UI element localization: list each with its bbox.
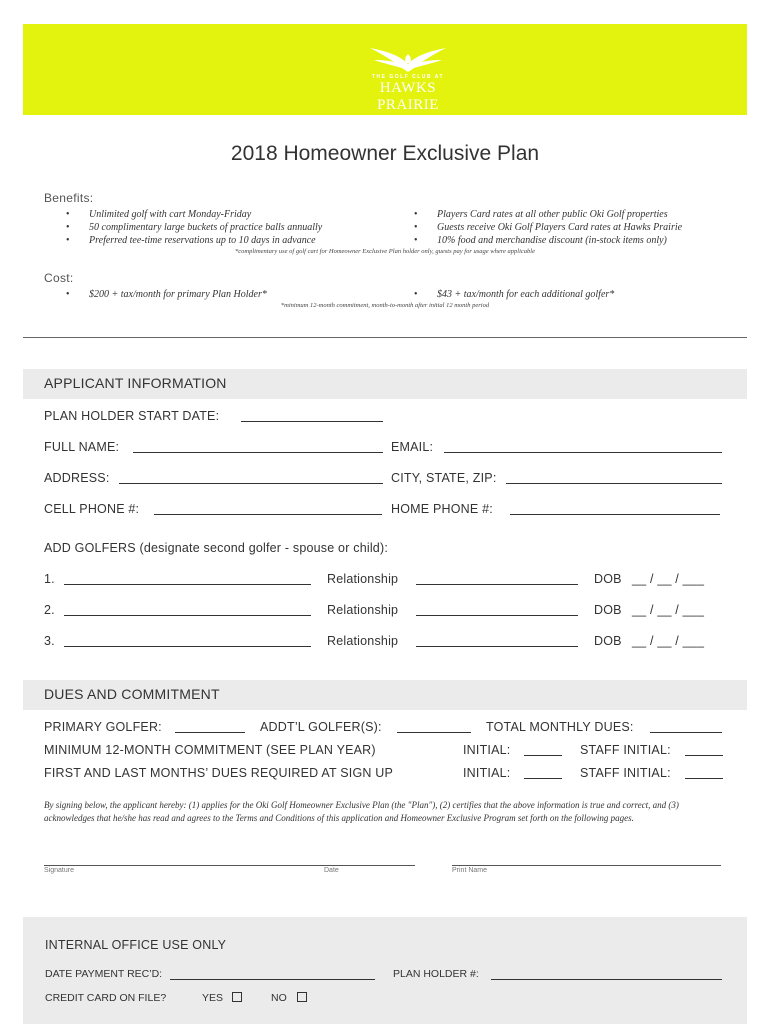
office-heading: INTERNAL OFFICE USE ONLY [45, 938, 227, 952]
golfer-1-dob-field[interactable]: __ / __ / ___ [632, 572, 705, 586]
golfer-3-relationship-field[interactable] [416, 646, 578, 647]
city-state-zip-label: CITY, STATE, ZIP: [391, 471, 497, 485]
city-state-zip-field[interactable] [506, 483, 722, 484]
date-payment-label: DATE PAYMENT REC’D: [45, 968, 163, 980]
plan-holder-label: PLAN HOLDER #: [393, 968, 479, 980]
golfer-1-number: 1. [44, 572, 55, 586]
addtl-golfer-field[interactable] [397, 732, 471, 733]
email-label: EMAIL: [391, 440, 434, 454]
primary-golfer-field[interactable] [175, 732, 245, 733]
list-item: • Unlimited golf with cart Monday-Friday [66, 208, 322, 221]
no-label: NO [271, 992, 287, 1004]
benefits-note: *complimentary use of golf cart for Homeowner Exclusive Plan holder only, guests pay for usage where applicable [235, 248, 535, 255]
initial-label-2: INITIAL: [463, 766, 511, 780]
golfer-3-dob-field[interactable]: __ / __ / ___ [632, 634, 705, 648]
golfer-3-dob-label: DOB [594, 634, 622, 648]
list-item: • Guests receive Oki Golf Players Card rates at Hawks Prairie [414, 221, 682, 234]
hawks-prairie-logo [356, 38, 460, 113]
benefits-list-right [414, 208, 682, 247]
address-field[interactable] [119, 483, 383, 484]
first-last-dues-label: FIRST AND LAST MONTHS’ DUES REQUIRED AT SIGN UP [44, 766, 394, 780]
date-payment-field[interactable] [170, 979, 375, 980]
benefits-label: Benefits: [44, 191, 94, 205]
golfer-1-relationship-field[interactable] [416, 584, 578, 585]
list-item: • $43 + tax/month for each additional golfer* [414, 288, 614, 301]
dues-heading: DUES AND COMMITMENT [44, 686, 220, 702]
cost-note: *minimum 12-month commitment, month-to-month after initial 12 month period [280, 302, 490, 309]
benefits-list-left [66, 208, 322, 247]
golfer-2-name-field[interactable] [64, 615, 311, 616]
staff-initial-field-2[interactable] [685, 778, 723, 779]
credit-card-label: CREDIT CARD ON FILE? [45, 992, 167, 1004]
total-dues-label: TOTAL MONTHLY DUES: [486, 720, 634, 734]
staff-initial-label-1: STAFF INITIAL: [580, 743, 671, 757]
list-item: • Preferred tee-time reservations up to 10 days in advance [66, 234, 322, 247]
golfer-2-dob-label: DOB [594, 603, 622, 617]
print-name-field[interactable] [452, 865, 721, 866]
internal-office-section [23, 917, 747, 1024]
initial-field-1[interactable] [524, 755, 562, 756]
add-golfers-label: ADD GOLFERS (designate second golfer - spouse or child): [44, 541, 388, 555]
home-phone-field[interactable] [510, 514, 720, 515]
golfer-2-relationship-field[interactable] [416, 615, 578, 616]
cost-list-right [414, 288, 614, 301]
list-item: • 50 complimentary large buckets of practice balls annually [66, 221, 322, 234]
addtl-golfer-label: ADDT’L GOLFER(S): [260, 720, 382, 734]
plan-holder-field[interactable] [491, 979, 722, 980]
email-field[interactable] [444, 452, 722, 453]
applicant-heading: APPLICANT INFORMATION [44, 375, 227, 391]
yes-checkbox[interactable] [232, 992, 242, 1002]
golfer-1-name-field[interactable] [64, 584, 311, 585]
no-checkbox[interactable] [297, 992, 307, 1002]
list-item: • Players Card rates at all other public Oki Golf properties [414, 208, 682, 221]
applicant-section-header [23, 369, 747, 399]
list-item: • 10% food and merchandise discount (in-stock items only) [414, 234, 682, 247]
logo-small-text: THE GOLF CLUB AT [371, 74, 445, 80]
staff-initial-label-2: STAFF INITIAL: [580, 766, 671, 780]
signature-label: Signature [44, 867, 74, 874]
dues-section-header [23, 680, 747, 710]
list-item: • $200 + tax/month for primary Plan Holder* [66, 288, 267, 301]
cost-list-left [66, 288, 267, 301]
signature-date-field[interactable] [44, 865, 415, 866]
address-label: ADDRESS: [44, 471, 110, 485]
hawk-icon [356, 38, 460, 74]
yes-label: YES [202, 992, 224, 1004]
logo-big-text: HAWKS PRAIRIE [377, 80, 439, 113]
staff-initial-field-1[interactable] [685, 755, 723, 756]
page-title: 2018 Homeowner Exclusive Plan [230, 142, 540, 165]
full-name-label: FULL NAME: [44, 440, 120, 454]
primary-golfer-label: PRIMARY GOLFER: [44, 720, 162, 734]
golfer-3-relationship-label: Relationship [327, 634, 399, 648]
home-phone-label: HOME PHONE #: [391, 502, 493, 516]
legal-agreement-text: By signing below, the applicant hereby: (1) applies for the Oki Golf Homeowner Exclusive Plan (the "Plan"), (2) certifies that the above information is true and correct, and (3) acknowledges that he/she has read and agrees to the Terms and Conditions of this application and Homeowner Exclusive Program set forth on the following pages. [44, 800, 679, 823]
golfer-1-relationship-label: Relationship [327, 572, 399, 586]
initial-label-1: INITIAL: [463, 743, 511, 757]
total-dues-field[interactable] [650, 732, 722, 733]
cost-label: Cost: [44, 271, 74, 285]
golfer-2-relationship-label: Relationship [327, 603, 399, 617]
golfer-1-dob-label: DOB [594, 572, 622, 586]
date-label: Date [324, 867, 339, 874]
start-date-field[interactable] [241, 421, 383, 422]
start-date-label: PLAN HOLDER START DATE: [44, 409, 220, 423]
divider [23, 337, 747, 338]
full-name-field[interactable] [133, 452, 383, 453]
golfer-3-number: 3. [44, 634, 55, 648]
initial-field-2[interactable] [524, 778, 562, 779]
header-banner [23, 24, 747, 115]
golfer-2-dob-field[interactable]: __ / __ / ___ [632, 603, 705, 617]
print-name-label: Print Name [452, 867, 488, 874]
golfer-2-number: 2. [44, 603, 55, 617]
golfer-3-name-field[interactable] [64, 646, 311, 647]
cell-phone-field[interactable] [154, 514, 382, 515]
min-commitment-label: MINIMUM 12-MONTH COMMITMENT (SEE PLAN YEAR) [44, 743, 376, 757]
cell-phone-label: CELL PHONE #: [44, 502, 140, 516]
